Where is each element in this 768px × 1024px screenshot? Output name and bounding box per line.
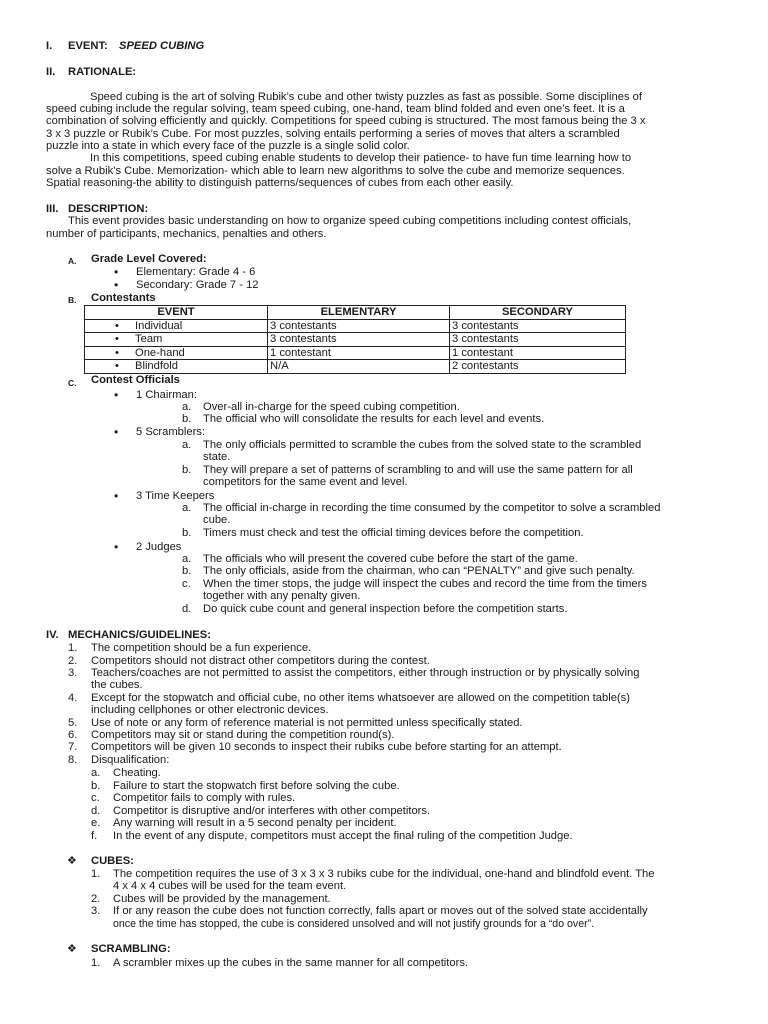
rule-1: The competition should be a fun experience.	[91, 642, 312, 654]
table-header: ELEMENTARY	[268, 306, 450, 320]
list-marker: e.	[91, 817, 101, 829]
timekeepers-duty-b: Timers must check and test the official timing devices before the competition.	[203, 527, 584, 539]
section-3-label: III.	[46, 203, 59, 215]
list-marker: a.	[91, 767, 101, 779]
dq-f: In the event of any dispute, competitors must accept the final ruling of the competition Judge.	[113, 830, 573, 842]
section-4-title: MECHANICS/GUIDELINES:	[68, 629, 211, 641]
section-4-label: IV.	[46, 629, 59, 641]
rationale-line-3: combination of solving efficiently and quickly. Competitions for speed cubing is structured. The most famous being the 3 x	[46, 115, 646, 127]
timekeepers-duty-a: The official in-charge in recording the time consumed by the competitor to solve a scrambled	[203, 502, 661, 514]
table-header: EVENT	[85, 306, 268, 320]
rule-7: Competitors will be given 10 seconds to inspect their rubiks cube before starting for an attempt.	[91, 741, 562, 753]
table-header: SECONDARY	[450, 306, 626, 320]
dq-c: Competitor fails to comply with rules.	[113, 792, 296, 804]
list-marker: 5.	[68, 717, 78, 729]
list-marker: 1.	[68, 642, 78, 654]
cubes-rule-1: The competition requires the use of 3 x 3 x 3 rubiks cube for the individual, one-hand and blindfold event. The	[113, 868, 655, 880]
rule-4: Except for the stopwatch and official cube, no other items whatsoever are allowed on the competition table(s)	[91, 692, 630, 704]
cubes-rule-3: If or any reason the cube does not function correctly, falls apart or moves out of the solved state accidentally	[113, 905, 648, 917]
section-3-title: DESCRIPTION:	[68, 203, 149, 215]
list-marker: 2.	[91, 893, 101, 905]
table-row	[85, 333, 626, 347]
scramblers-duty-a-cont: state.	[203, 451, 231, 463]
section-1-label: I.	[46, 40, 53, 52]
table-cell: • Team	[85, 333, 268, 347]
table-cell: 1 contestant	[268, 346, 450, 360]
rationale-line-4: 3 x 3 puzzle or Rubik’s Cube. For most puzzles, solving entails performing a series of moves that alters a scrambled	[46, 128, 620, 140]
list-marker: 1.	[91, 957, 101, 969]
contest-officials-title: Contest Officials	[91, 374, 180, 386]
list-marker: b.	[182, 565, 192, 577]
list-marker: d.	[91, 805, 101, 817]
rule-3: Teachers/coaches are not permitted to assist the competitors, either through instruction or by physically solving	[91, 667, 640, 679]
list-marker: b.	[91, 780, 101, 792]
subsection-b-label: B.	[68, 295, 77, 305]
grade-secondary: • Secondary: Grade 7 - 12	[136, 279, 259, 292]
cubes-title: CUBES:	[91, 855, 134, 867]
dq-e: Any warning will result in a 5 second penalty per incident.	[113, 817, 397, 829]
chairman-duty-a: Over-all in-charge for the speed cubing competition.	[203, 401, 460, 413]
contestants-table	[84, 305, 626, 374]
cubes-rule-2: Cubes will be provided by the management.	[113, 893, 331, 905]
official-judges: • 2 Judges	[136, 541, 181, 554]
subsection-c-label: C.	[68, 378, 77, 388]
event-name: SPEED CUBING	[119, 40, 205, 52]
scramblers-duty-b-cont: competitors for the same event and level.	[203, 476, 408, 488]
official-scramblers: • 5 Scramblers:	[136, 426, 205, 439]
list-marker: 3.	[68, 667, 78, 679]
official-chairman: • 1 Chairman:	[136, 389, 197, 402]
table-cell: • Blindfold	[85, 360, 268, 374]
subsection-a-label: A.	[68, 256, 77, 266]
list-marker: 3.	[91, 905, 101, 917]
rule-2: Competitors should not distract other competitors during the contest.	[91, 655, 430, 667]
table-cell: 3 contestants	[450, 333, 626, 347]
list-marker: a.	[182, 401, 192, 413]
scramblers-duty-a: The only officials permitted to scramble the cubes from the solved state to the scrambled	[203, 439, 642, 451]
judges-duty-a: The officials who will present the covered cube before the start of the game.	[203, 553, 578, 565]
table-cell: 2 contestants	[450, 360, 626, 374]
list-marker: 8.	[68, 754, 78, 766]
rationale-line-5: puzzle into a state in which every face of the puzzle is a single solid color.	[46, 140, 410, 152]
dq-b: Failure to start the stopwatch first before solving the cube.	[113, 780, 400, 792]
list-marker: b.	[182, 464, 192, 476]
list-marker: 4.	[68, 692, 78, 704]
judges-duty-b: The only officials, aside from the chairman, who can “PENALTY” and give such penalty.	[203, 565, 635, 577]
list-marker: c.	[182, 578, 191, 590]
rationale-line-1: Speed cubing is the art of solving Rubik’s cube and other twisty puzzles as fast as possible. Some disciplines of	[90, 91, 643, 103]
section-2-title: RATIONALE:	[68, 66, 137, 78]
rationale-line-7: solve a Rubik’s Cube. Memorization- which able to learn new algorithms to solve the cube and memorize sequences.	[46, 165, 625, 177]
table-cell: 3 contestants	[268, 319, 450, 333]
list-marker: f.	[91, 830, 98, 842]
list-marker: 7.	[68, 741, 78, 753]
rationale-line-8: Spatial reasoning-the ability to distinguish patterns/sequences of cubes from each other easily.	[46, 177, 514, 189]
rationale-line-6: In this competitions, speed cubing enable students to develop their patience- to have fun time learning how to	[90, 152, 632, 164]
list-marker: a.	[182, 553, 192, 565]
section-2-label: II.	[46, 66, 56, 78]
table-cell: N/A	[268, 360, 450, 374]
list-marker: d.	[182, 603, 192, 615]
table-row	[85, 346, 626, 360]
description-line-2: number of participants, mechanics, penalties and others.	[46, 228, 327, 240]
list-marker: b.	[182, 413, 192, 425]
diamond-bullet-icon: ❖	[67, 943, 77, 955]
timekeepers-duty-a-cont: cube.	[203, 514, 231, 526]
table-cell: • One-hand	[85, 346, 268, 360]
diamond-bullet-icon: ❖	[67, 855, 77, 867]
table-cell: 3 contestants	[268, 333, 450, 347]
rationale-line-2: speed cubing include the regular solving, team speed cubing, one-hand, team blind folded and even one’s feet. It is a	[46, 103, 625, 115]
table-row	[85, 319, 626, 333]
list-marker: c.	[91, 792, 100, 804]
rule-3-cont: the cubes.	[91, 679, 143, 691]
rule-4-cont: including cellphones or other electronic devices.	[91, 704, 329, 716]
list-marker: 1.	[91, 868, 101, 880]
scramblers-duty-b: They will prepare a set of patterns of scrambling to and will use the same pattern for all	[203, 464, 633, 476]
chairman-duty-b: The official who will consolidate the results for each level and events.	[203, 413, 545, 425]
rule-6: Competitors may sit or stand during the competition round(s).	[91, 729, 395, 741]
judges-duty-c-cont: together with any penalty given.	[203, 590, 361, 602]
list-marker: b.	[182, 527, 192, 539]
grade-elementary: • Elementary: Grade 4 - 6	[136, 266, 255, 279]
cubes-rule-1-cont: 4 x 4 x 4 cubes will be used for the team event.	[113, 880, 347, 892]
table-cell: • Individual	[85, 319, 268, 333]
dq-d: Competitor is disruptive and/or interferes with other competitors.	[113, 805, 431, 817]
list-marker: 6.	[68, 729, 78, 741]
section-1-title: EVENT:	[68, 40, 108, 52]
scrambling-rule-1: A scrambler mixes up the cubes in the same manner for all competitors.	[113, 957, 469, 969]
table-cell: 3 contestants	[450, 319, 626, 333]
rule-5: Use of note or any form of reference material is not permitted unless specifically stated.	[91, 717, 523, 729]
table-cell: 1 contestant	[450, 346, 626, 360]
table-row	[85, 360, 626, 374]
grade-level-title: Grade Level Covered:	[91, 253, 207, 265]
list-marker: a.	[182, 502, 192, 514]
judges-duty-d: Do quick cube count and general inspection before the competition starts.	[203, 603, 568, 615]
official-time-keepers: • 3 Time Keepers	[136, 490, 214, 503]
contestants-title: Contestants	[91, 292, 156, 304]
list-marker: 2.	[68, 655, 78, 667]
description-line-1: This event provides basic understanding on how to organize speed cubing competitions including contest officials,	[68, 215, 632, 227]
list-marker: a.	[182, 439, 192, 451]
scrambling-title: SCRAMBLING:	[91, 943, 171, 955]
table-header-row	[85, 306, 626, 320]
dq-a: Cheating.	[113, 767, 161, 779]
rule-8: Disqualification:	[91, 754, 170, 766]
cubes-rule-3-cont: once the time has stopped, the cube is considered unsolved and will not justify grounds for a “do over”.	[113, 918, 595, 930]
judges-duty-c: When the timer stops, the judge will inspect the cubes and record the time from the timers	[203, 578, 647, 590]
